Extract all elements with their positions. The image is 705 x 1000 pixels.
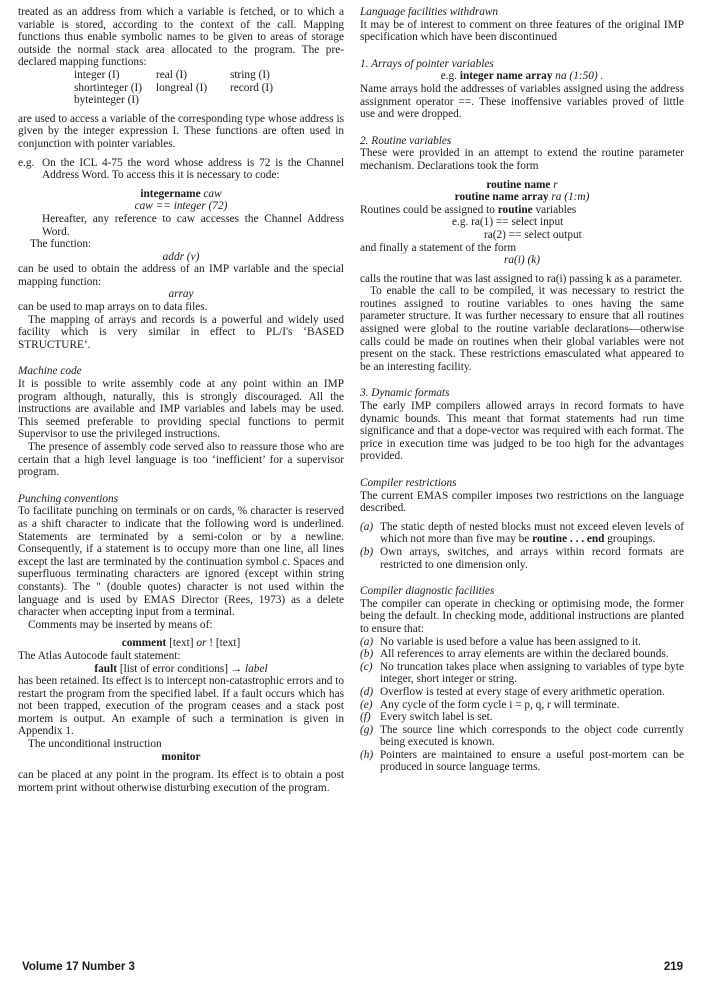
paragraph: and finally a statement of the form xyxy=(360,241,517,254)
item-label: (b) xyxy=(360,545,374,558)
paragraph: The early IMP compilers allowed arrays in record formats to have dynamic bounds. This meant that format statements had run time significance and that a dope-vector was required with each format. The price in execution time was judged to be too high for the advantages provided. xyxy=(360,400,684,463)
list-item xyxy=(360,699,684,712)
item-label: (f) xyxy=(360,711,371,724)
subsection-heading: 1. Arrays of pointer variables xyxy=(360,57,494,70)
code-text: caw xyxy=(200,187,222,200)
mapping-functions-list xyxy=(74,69,344,107)
code-text: or xyxy=(196,637,207,650)
list-item xyxy=(360,661,684,686)
code-text: ra (1:m) xyxy=(548,191,590,204)
paragraph xyxy=(360,204,684,217)
list-item xyxy=(360,636,684,649)
list-item xyxy=(360,711,684,724)
item-label: (d) xyxy=(360,685,374,698)
list-item xyxy=(360,546,684,571)
list-item xyxy=(360,724,684,749)
left-column xyxy=(18,6,344,794)
list-item: shortinteger (I) xyxy=(74,81,143,94)
paragraph: can be used to map arrays on to data files. xyxy=(18,301,208,314)
right-column xyxy=(360,6,684,774)
item-text xyxy=(380,521,684,546)
code-line xyxy=(360,191,684,204)
code-line: ra(i) (k) xyxy=(503,254,541,267)
section-heading: Machine code xyxy=(18,365,82,378)
item-text: Overflow is tested at every stage of every arithmetic operation. xyxy=(380,685,665,698)
paragraph: To enable the call to be compiled, it was necessary to restrict the routines assigned to routine variables to ones having the same parameter structure. It was further necessary to ensure that all routines assigned were global to the routine variable declarations—otherwise calls could be made on routines when their global variables were not present on the stack. These restrictions emasculated what appeared to be an interesting facility. xyxy=(360,285,684,373)
paragraph: can be used to obtain the address of an IMP variable and the special mapping function: xyxy=(18,263,344,288)
list-item: byteinteger (I) xyxy=(74,94,139,107)
list-item xyxy=(360,686,684,699)
paragraph: The unconditional instruction xyxy=(28,738,162,751)
code-line: monitor xyxy=(161,750,201,763)
code-line xyxy=(18,188,344,201)
code-line: array xyxy=(168,288,194,301)
keyword: integer name array xyxy=(459,70,553,83)
section-heading: Language facilities withdrawn xyxy=(360,6,499,18)
item-text: The source line which corresponds to the object code currently being executed is known. xyxy=(380,723,684,749)
paragraph: The Atlas Autocode fault statement: xyxy=(18,649,181,662)
code-text: e.g. xyxy=(440,70,460,83)
item-label: (c) xyxy=(360,660,373,673)
code-line xyxy=(360,70,684,83)
keyword: routine . . . end xyxy=(532,533,605,546)
paragraph: The mapping of arrays and records is a powerful and widely used facility which is very similar in effect to PL/I's ‘BASED STRUCTURE’. xyxy=(18,313,344,351)
subsection-heading: 2. Routine variables xyxy=(360,134,452,147)
paragraph: Comments may be inserted by means of: xyxy=(28,618,213,631)
paragraph: Name arrays hold the addresses of variables assigned using the address assignment operator ==. These inoffensive variables proved of little use and were dropped. xyxy=(360,82,684,121)
item-label: (e) xyxy=(360,698,373,711)
code-line xyxy=(18,663,344,676)
code-text: label xyxy=(245,662,268,675)
item-text: No variable is used before a value has been assigned to it. xyxy=(380,635,641,648)
item-text: All references to array elements are within the declared bounds. xyxy=(380,648,669,661)
code-text: [text] xyxy=(166,637,197,650)
paragraph: Hereafter, any reference to caw accesses the Channel Address Word. xyxy=(42,212,344,238)
paragraph: treated as an address from which a variable is fetched, or to which a variable is stored, according to the context of the call. Mapping functions thus enable symbolic names to be given to areas of storage outside the normal stack area allocated to the program. The pre-declared mapping functions: xyxy=(18,6,344,69)
list-item: record (I) xyxy=(230,81,273,94)
item-text: Any cycle of the form cycle i = p, q, r will terminate. xyxy=(380,698,620,711)
paragraph: has been retained. Its effect is to intercept non-catastrophic errors and to restart the program from the specified label. If a fault occurs which has not been trapped, execution of the program ceases and a stack post mortem is output. An example of such a termination is given in Appendix 1. xyxy=(18,675,345,738)
list-item: real (I) xyxy=(156,68,188,81)
keyword: fault xyxy=(94,662,117,675)
item-text: No truncation takes place when assigning to variables of type byte integer, short integer or string. xyxy=(380,660,684,686)
item-label: (b) xyxy=(360,648,374,661)
paragraph: These were provided in an attempt to extend the routine parameter mechanism. Declarations took the form xyxy=(360,147,684,172)
list-item: integer (I) xyxy=(74,68,120,81)
list-item: string (I) xyxy=(230,68,270,81)
subsection-heading: 3. Dynamic formats xyxy=(360,387,450,400)
paragraph: The presence of assembly code served also to reassure those who are certain that a high level language is too ‘inefficient’ for a supervisor program. xyxy=(18,441,344,479)
paragraph: are used to access a variable of the corresponding type whose address is given by the integer expression I. These functions are often used in conjunction with pointer variables. xyxy=(18,112,344,150)
section-heading: Compiler restrictions xyxy=(360,477,457,489)
item-text: Pointers are maintained to ensure a useful post-mortem can be produced in source language terms. xyxy=(380,748,684,774)
paragraph: The function: xyxy=(30,238,92,251)
page-number: 219 xyxy=(663,961,683,973)
code-text: [list of error conditions] → xyxy=(117,662,246,675)
paragraph: On the ICL 4-75 the word whose address is 72 is the Channel Address Word. To access this it is necessary to code: xyxy=(42,156,344,182)
text: Routines could be assigned to xyxy=(360,203,498,216)
code-line: ra(2) == select output xyxy=(484,228,582,241)
keyword: routine name array xyxy=(454,191,549,204)
example-block xyxy=(18,157,344,182)
code-line xyxy=(18,637,344,650)
keyword: routine name xyxy=(486,178,551,191)
keyword: integername xyxy=(140,187,201,200)
text: variables xyxy=(532,203,577,216)
code-text: r xyxy=(550,178,558,191)
text: groupings. xyxy=(604,533,656,546)
item-text: Own arrays, switches, and arrays within record formats are restricted to one dimension only. xyxy=(380,545,684,571)
paragraph: To facilitate punching on terminals or on cards, % character is reserved as a shift character to indicate that the following word is underlined. Statements are terminated by a semi-colon or by a newline. Consequently, if a statement is to occupy more than one line, all lines except the last are terminated by the continuation symbol c. Spaces and superfluous terminating characters are ignored (except within string constants). The " (double quotes) character is not used within the language and is used by EMAS Director (Rees, 1973) as a delete character when accepting input from a terminal. xyxy=(18,505,344,619)
code-text: na (1:50) . xyxy=(552,70,604,83)
section-heading: Punching conventions xyxy=(18,492,119,505)
paragraph: It is possible to write assembly code at any point within an IMP program although, naturally, this is strongly discouraged. All the instructions are available and IMP variables and labels may be used. This seemed preferable to providing special functions to permit Supervisor to use the privileged instructions. xyxy=(18,378,344,441)
list-item xyxy=(360,521,684,546)
keyword: comment xyxy=(121,637,167,650)
list-item xyxy=(360,749,684,774)
paragraph: It may be of interest to comment on three features of the original IMP specification which have been discontinued xyxy=(360,18,684,44)
paragraph: calls the routine that was last assigned to ra(i) passing k as a parameter. xyxy=(360,272,682,285)
item-label: (g) xyxy=(360,723,374,736)
item-text: Every switch label is set. xyxy=(380,711,493,724)
section-heading: Compiler diagnostic facilities xyxy=(360,585,495,598)
paragraph: The current EMAS compiler imposes two restrictions on the language described. xyxy=(360,489,684,515)
text: The static depth of nested blocks must not exceed eleven levels of which not more than five may be xyxy=(380,520,684,546)
example-label: e.g. xyxy=(18,156,35,169)
code-line: caw == integer (72) xyxy=(134,200,228,213)
keyword: routine xyxy=(497,203,533,216)
item-label: (a) xyxy=(360,520,374,533)
item-label: (h) xyxy=(360,748,374,761)
code-line: addr (v) xyxy=(162,250,200,263)
code-line xyxy=(360,179,684,192)
code-text: ! [text] xyxy=(206,637,241,650)
list-item xyxy=(360,648,684,661)
list-item: longreal (I) xyxy=(156,81,208,94)
footer-volume: Volume 17 Number 3 xyxy=(22,961,135,973)
paragraph: The compiler can operate in checking or optimising mode, the former being the default. In checking mode, additional instructions are planted to ensure that: xyxy=(360,597,684,635)
item-label: (a) xyxy=(360,635,374,648)
paragraph: can be placed at any point in the program. Its effect is to obtain a post mortem print without otherwise disturbing execution of the program. xyxy=(18,769,344,794)
code-line: e.g. ra(1) == select input xyxy=(452,216,564,229)
